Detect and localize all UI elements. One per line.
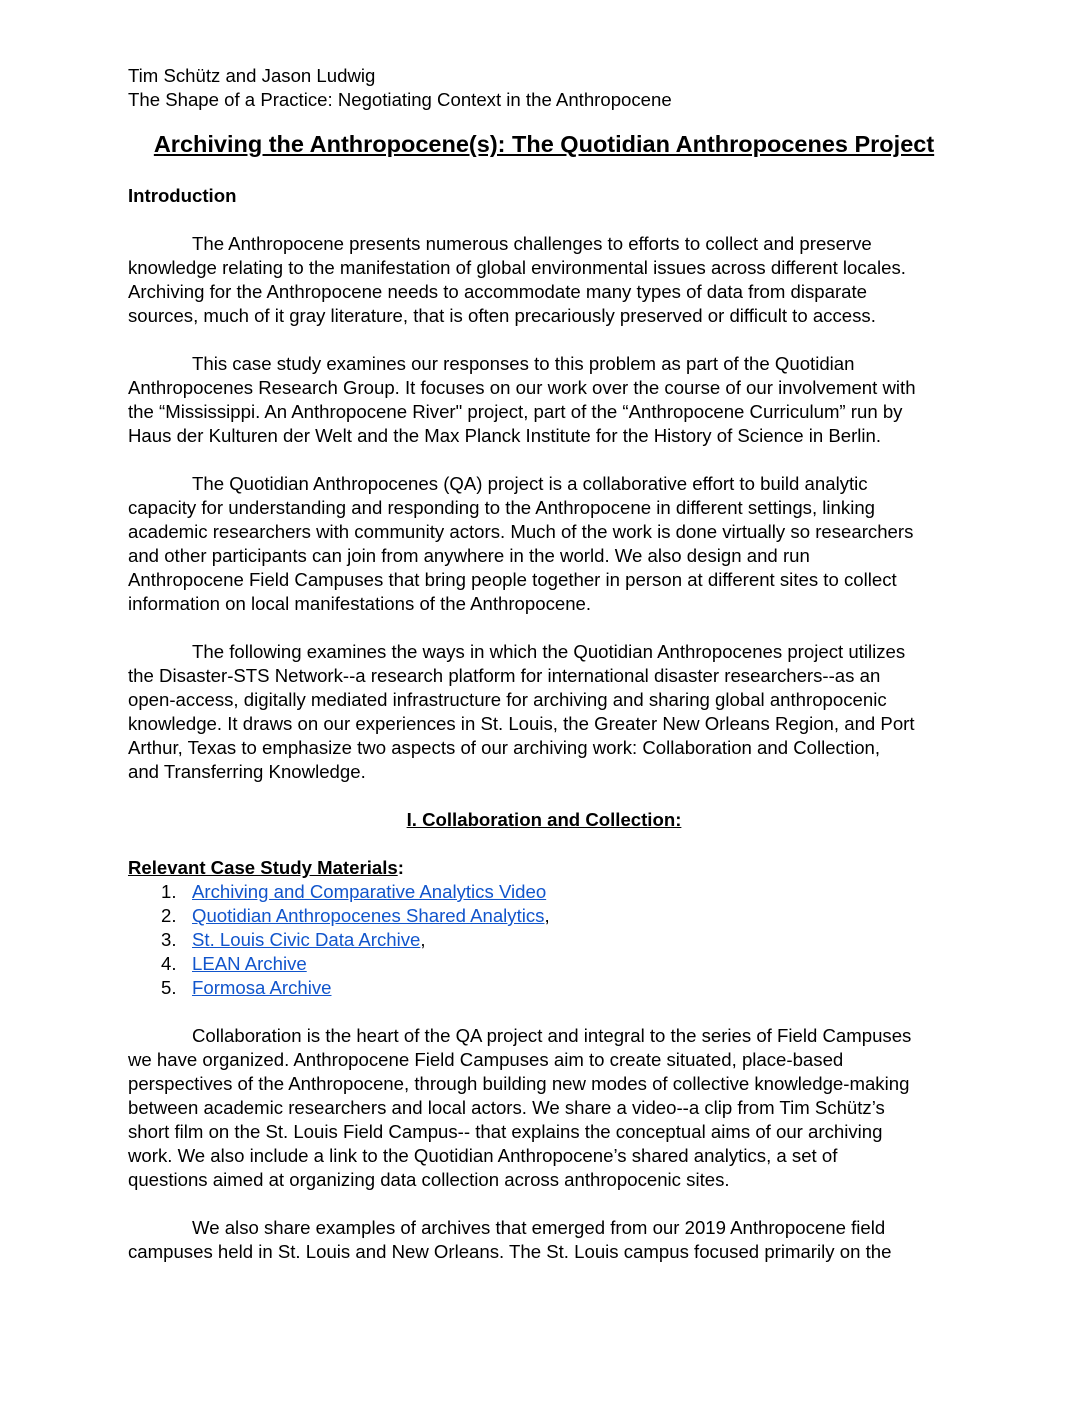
list-item bbox=[128, 928, 960, 952]
paragraph-line: Anthropocenes Research Group. It focuses on our work over the course of our involvement with bbox=[128, 377, 916, 398]
section-heading-collaboration: I. Collaboration and Collection: bbox=[406, 809, 682, 830]
paragraph-line: work. We also include a link to the Quotidian Anthropocene’s shared analytics, a set of bbox=[128, 1145, 838, 1166]
paragraph-line: knowledge. It draws on our experiences in St. Louis, the Greater New Orleans Region, and Port bbox=[128, 713, 915, 734]
list-number: 3. bbox=[161, 929, 177, 950]
paragraph-line: The following examines the ways in which the Quotidian Anthropocenes project utilizes bbox=[192, 641, 906, 662]
list-number: 2. bbox=[161, 905, 177, 926]
list-number: 4. bbox=[161, 953, 177, 974]
paragraph-line: questions aimed at organizing data collection across anthropocenic sites. bbox=[128, 1169, 730, 1190]
paragraph-line: knowledge relating to the manifestation of global environmental issues across different locales. bbox=[128, 257, 906, 278]
paragraph bbox=[128, 1216, 960, 1264]
paragraph-line: between academic researchers and local actors. We share a video--a clip from Tim Schütz’s bbox=[128, 1097, 885, 1118]
paragraph-line: sources, much of it gray literature, that is often precariously preserved or difficult to access. bbox=[128, 305, 876, 326]
list-suffix: , bbox=[544, 905, 550, 926]
paragraph-line: This case study examines our responses to this problem as part of the Quotidian bbox=[192, 353, 855, 374]
author-line: Tim Schütz and Jason Ludwig bbox=[128, 65, 376, 86]
paragraph-line: The Quotidian Anthropocenes (QA) project is a collaborative effort to build analytic bbox=[192, 473, 868, 494]
paragraph-line: academic researchers with community actors. Much of the work is done virtually so researchers bbox=[128, 521, 914, 542]
paragraph-line: the “Mississippi. An Anthropocene River" project, part of the “Anthropocene Curriculum” run by bbox=[128, 401, 903, 422]
paragraph-line: Haus der Kulturen der Welt and the Max Planck Institute for the History of Science in Berlin. bbox=[128, 425, 882, 446]
paragraph-line: information on local manifestations of the Anthropocene. bbox=[128, 593, 592, 614]
material-link[interactable]: LEAN Archive bbox=[192, 953, 307, 974]
list-item bbox=[128, 880, 960, 904]
paragraph-line: perspectives of the Anthropocene, through building new modes of collective knowledge-making bbox=[128, 1073, 910, 1094]
section-body bbox=[128, 1024, 960, 1264]
paragraph-line: The Anthropocene presents numerous challenges to efforts to collect and preserve bbox=[192, 233, 872, 254]
list-item bbox=[128, 904, 960, 928]
paragraph-line: open-access, digitally mediated infrastructure for archiving and sharing global anthropocenic bbox=[128, 689, 887, 710]
list-item bbox=[128, 952, 960, 976]
paragraph-line: the Disaster-STS Network--a research platform for international disaster researchers--as an bbox=[128, 665, 881, 686]
materials-list bbox=[128, 880, 960, 1000]
paragraph bbox=[128, 640, 960, 784]
paragraph-line: Anthropocene Field Campuses that bring people together in person at different sites to collect bbox=[128, 569, 897, 590]
paragraph-line: and other participants can join from anywhere in the world. We also design and run bbox=[128, 545, 810, 566]
paragraph-line: capacity for understanding and responding to the Anthropocene in different settings, linking bbox=[128, 497, 876, 518]
material-link[interactable]: Quotidian Anthropocenes Shared Analytics bbox=[192, 905, 545, 926]
paragraph-line: and Transferring Knowledge. bbox=[128, 761, 366, 782]
list-suffix: , bbox=[420, 929, 426, 950]
series-line: The Shape of a Practice: Negotiating Context in the Anthropocene bbox=[128, 89, 672, 110]
material-link[interactable]: Formosa Archive bbox=[192, 977, 332, 998]
material-link[interactable]: Archiving and Comparative Analytics Video bbox=[192, 881, 547, 902]
materials-heading bbox=[128, 856, 960, 880]
document-page bbox=[128, 64, 960, 1264]
list-item bbox=[128, 976, 960, 1000]
paragraph bbox=[128, 352, 960, 448]
introduction-heading: Introduction bbox=[128, 185, 237, 206]
paragraph-line: Archiving for the Anthropocene needs to accommodate many types of data from disparate bbox=[128, 281, 868, 302]
paragraph bbox=[128, 472, 960, 616]
document-title: Archiving the Anthropocene(s): The Quotidian Anthropocenes Project bbox=[153, 131, 935, 157]
paragraph-line: campuses held in St. Louis and New Orleans. The St. Louis campus focused primarily on the bbox=[128, 1241, 892, 1262]
paragraph-line: We also share examples of archives that emerged from our 2019 Anthropocene field bbox=[192, 1217, 886, 1238]
materials-label: Relevant Case Study Materials bbox=[128, 857, 398, 878]
paragraph bbox=[128, 1024, 960, 1192]
list-number: 5. bbox=[161, 977, 177, 998]
list-number: 1. bbox=[161, 881, 177, 902]
paragraph-line: Arthur, Texas to emphasize two aspects of our archiving work: Collaboration and Collection, bbox=[128, 737, 881, 758]
paragraph-line: Collaboration is the heart of the QA project and integral to the series of Field Campuses bbox=[192, 1025, 912, 1046]
paragraph bbox=[128, 232, 960, 328]
materials-colon: : bbox=[397, 857, 404, 878]
paragraph-line: short film on the St. Louis Field Campus-- that explains the conceptual aims of our archiving bbox=[128, 1121, 883, 1142]
material-link[interactable]: St. Louis Civic Data Archive bbox=[192, 929, 421, 950]
introduction-body bbox=[128, 232, 960, 784]
paragraph-line: we have organized. Anthropocene Field Campuses aim to create situated, place-based bbox=[128, 1049, 844, 1070]
